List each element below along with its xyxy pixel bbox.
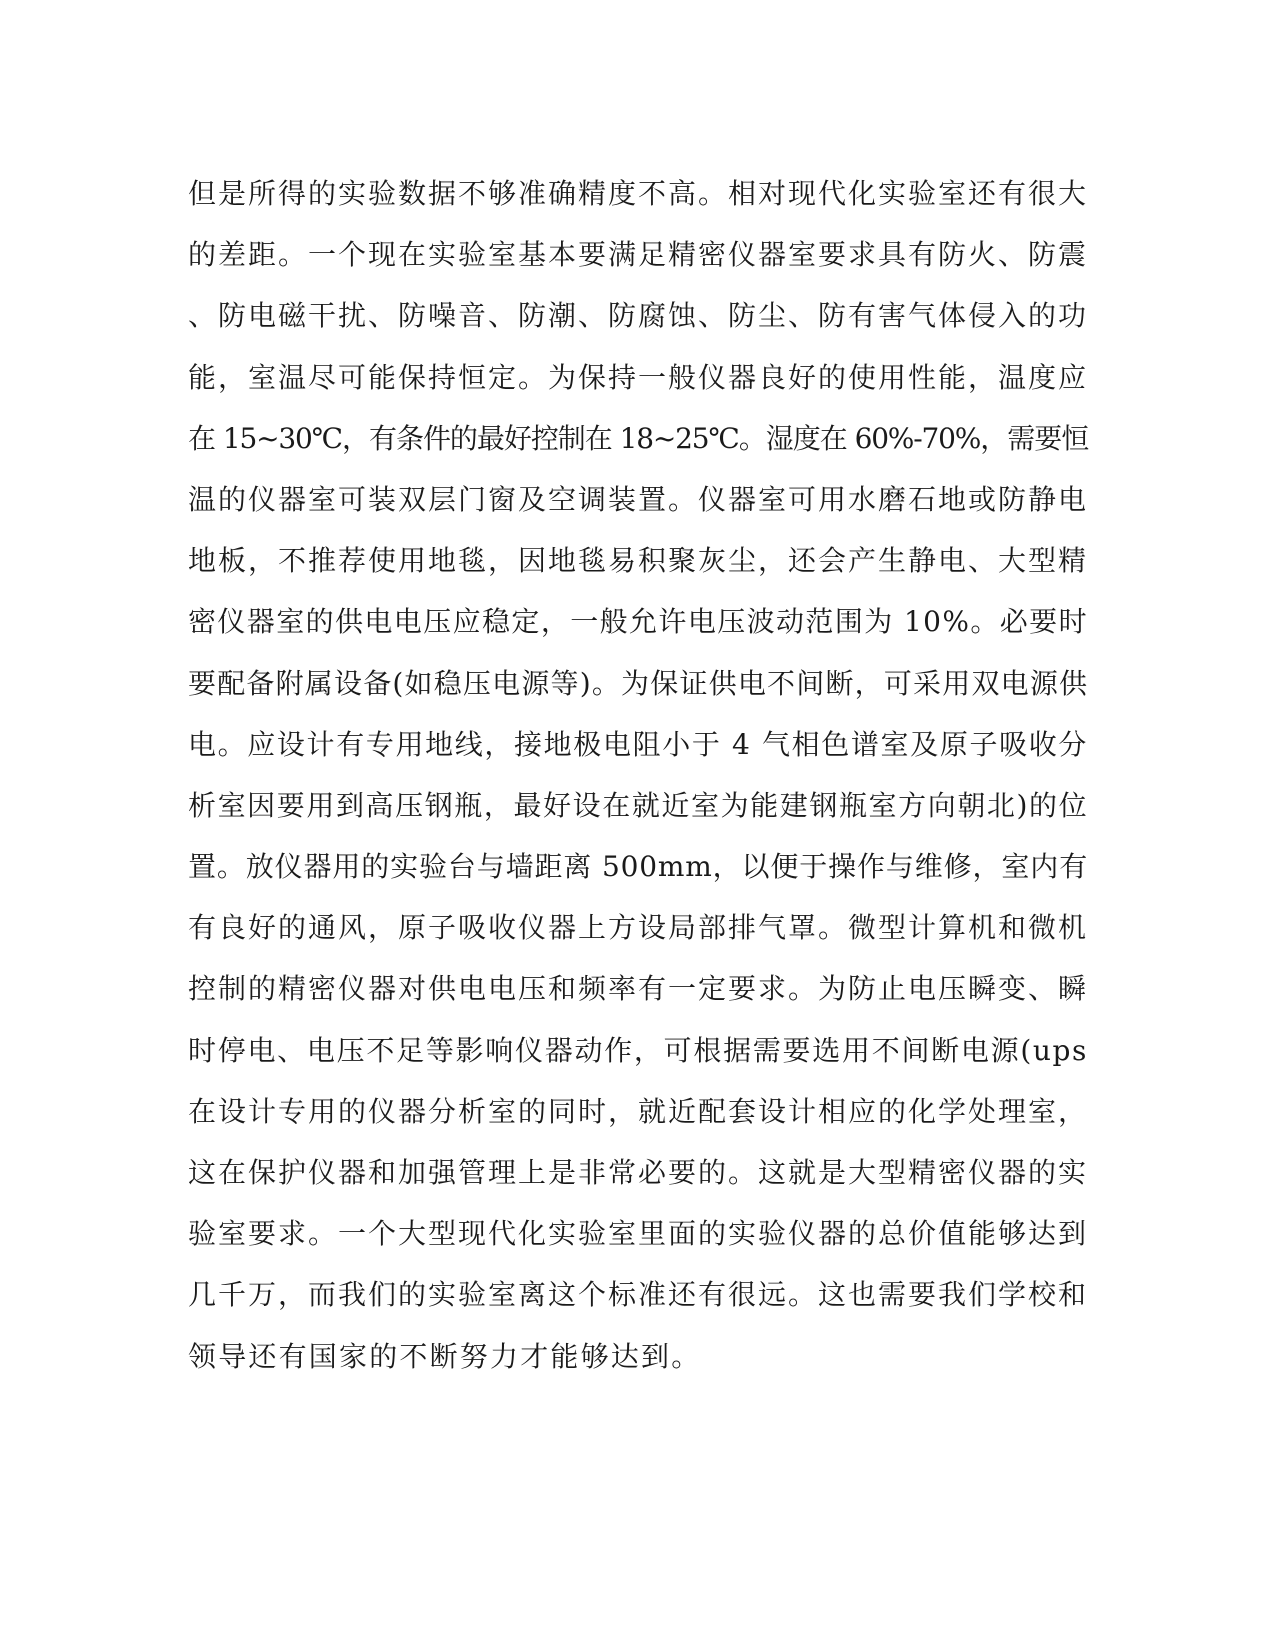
text-line: 但是所得的实验数据不够准确精度不高。相对现代化实验室还有很大 <box>188 177 1089 210</box>
text-line: 置。放仪器用的实验台与墙距离 500mm，以便于操作与维修，室内有 <box>188 850 1088 884</box>
text-line: 要配备附属设备(如稳压电源等)。为保证供电不间断，可采用双电源供 <box>188 666 1089 700</box>
text-line: 电。应设计有专用地线，接地极电阻小于 4 气相色谱室及原子吸收分 <box>188 727 1088 761</box>
text-line: 能，室温尽可能保持恒定。为保持一般仪器良好的使用性能，温度应 <box>188 360 1089 394</box>
text-line: 控制的精密仪器对供电电压和频率有一定要求。为防止电压瞬变、瞬 <box>188 972 1089 1006</box>
text-line: 密仪器室的供电电压应稳定，一般允许电压波动范围为 10%。必要时 <box>188 605 1088 639</box>
text-line: 地板，不推荐使用地毯，因地毯易积聚灰尘，还会产生静电、大型精 <box>188 544 1089 578</box>
text-line: 几千万，而我们的实验室离这个标准还有很远。这也需要我们学校和 <box>188 1278 1089 1312</box>
text-line: 的差距。一个现在实验室基本要满足精密仪器室要求具有防火、防震 <box>188 238 1089 272</box>
text-line: 、防电磁干扰、防噪音、防潮、防腐蚀、防尘、防有害气体侵入的功 <box>188 299 1089 333</box>
text-line: 温的仪器室可装双层门窗及空调装置。仪器室可用水磨石地或防静电 <box>188 482 1089 516</box>
text-line: 在 15~30℃，有条件的最好控制在 18~25℃。湿度在 60%-70%，需要恒 <box>188 421 1088 455</box>
text-line: 验室要求。一个大型现代化实验室里面的实验仪器的总价值能够达到 <box>188 1217 1089 1251</box>
text-line: 有良好的通风，原子吸收仪器上方设局部排气罩。微型计算机和微机 <box>188 911 1089 945</box>
text-line: 析室因要用到高压钢瓶，最好设在就近室为能建钢瓶室方向朝北)的位 <box>188 788 1088 822</box>
body-paragraph <box>188 163 1088 1387</box>
text-line: 这在保护仪器和加强管理上是非常必要的。这就是大型精密仪器的实 <box>188 1156 1089 1189</box>
text-line: 时停电、电压不足等影响仪器动作，可根据需要选用不间断电源(ups <box>188 1033 1088 1067</box>
text-line: 在设计专用的仪器分析室的同时，就近配套设计相应的化学处理室， <box>188 1094 1089 1128</box>
text-line: 领导还有国家的不断努力才能够达到。 <box>188 1339 702 1373</box>
